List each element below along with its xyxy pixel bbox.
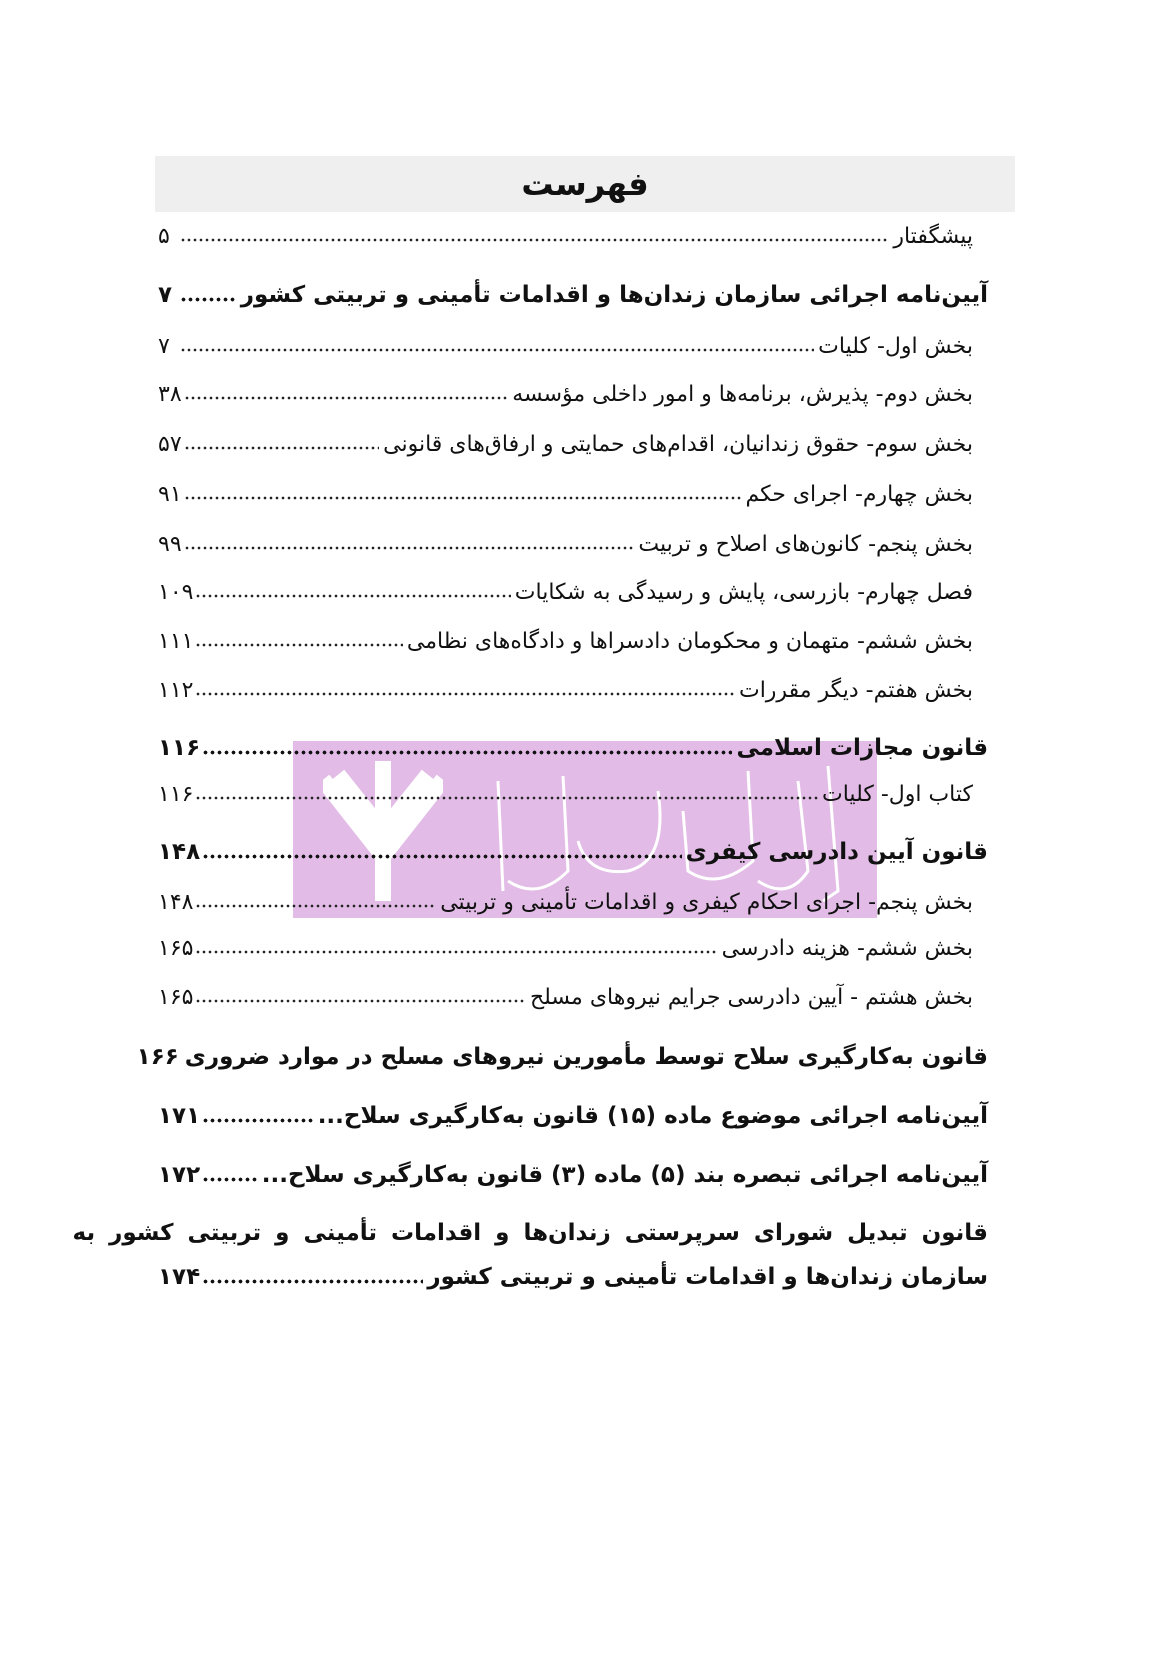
toc-title: فهرست bbox=[521, 165, 649, 203]
toc-entry-text: کتاب اول- کلیات bbox=[822, 781, 973, 807]
toc-entry-text: بخش ششم- متهمان و محکومان دادسراها و دادگاه‌های نظامی bbox=[406, 628, 973, 654]
toc-page-number: ۱۶۶ bbox=[136, 1044, 179, 1070]
toc-page-number: ۱۱۶ bbox=[158, 735, 201, 761]
toc-entry-text: قانون مجازات اسلامی bbox=[736, 735, 988, 761]
toc-entry bbox=[158, 928, 973, 968]
toc-entry-text: بخش پنجم- اجرای احکام کیفری و اقدامات تأمینی و تربیتی bbox=[440, 889, 973, 915]
toc-entry bbox=[158, 882, 973, 922]
toc-page-number: ۱۶۵ bbox=[158, 984, 194, 1010]
dot-leader bbox=[195, 594, 510, 598]
toc-page-number: ۷ bbox=[158, 282, 173, 308]
toc-entry bbox=[158, 216, 973, 256]
toc-entry-text: بخش دوم- پذیرش، برنامه‌ها و امور داخلی مؤسسه bbox=[512, 381, 973, 407]
toc-entry-text: بخش ششم- هزینه دادرسی bbox=[721, 935, 973, 961]
toc-page-number: ۱۷۲ bbox=[158, 1162, 201, 1188]
toc-header bbox=[155, 156, 1015, 212]
toc-page-number: ۱۴۸ bbox=[158, 839, 201, 865]
dot-leader bbox=[195, 796, 818, 800]
toc-entry-text: سازمان زندان‌ها و اقدامات تأمینی و تربیتی کشور bbox=[427, 1264, 988, 1290]
toc-entry-last-line2 bbox=[158, 1257, 988, 1297]
dot-leader bbox=[202, 1177, 258, 1182]
toc-entry bbox=[136, 1037, 988, 1077]
toc-entry bbox=[158, 774, 973, 814]
toc-entry-text: بخش اول- کلیات bbox=[818, 333, 973, 359]
toc-entry-text: بخش سوم- حقوق زندانیان، اقدام‌های حمایتی و ارفاق‌های قانونی bbox=[383, 431, 973, 457]
toc-entry-text: آیین‌نامه اجرائی تبصره بند (۵) ماده (۳) قانون به‌کارگیری سلاح... bbox=[261, 1162, 988, 1188]
toc-entry-text: آیین‌نامه اجرائی موضوع ماده (۱۵) قانون به‌کارگیری سلاح... bbox=[317, 1103, 988, 1129]
toc-entry bbox=[158, 1096, 988, 1136]
toc-page-number: ۵ bbox=[158, 223, 170, 249]
dot-leader bbox=[195, 950, 717, 954]
dot-leader bbox=[195, 692, 735, 696]
toc-entry-text: بخش چهارم- اجرای حکم bbox=[745, 481, 973, 507]
toc-entry bbox=[158, 474, 973, 514]
toc-entry-text: پیشگفتار bbox=[893, 223, 973, 249]
toc-page-number: ۱۷۴ bbox=[158, 1264, 201, 1290]
toc-entry bbox=[158, 326, 973, 366]
toc-page-number: ۹۱ bbox=[158, 481, 182, 507]
dot-leader bbox=[202, 854, 682, 859]
toc-entry bbox=[158, 832, 988, 872]
dot-leader bbox=[184, 446, 379, 450]
toc-entry bbox=[158, 424, 973, 464]
toc-page-number: ۱۰۹ bbox=[158, 579, 194, 605]
toc-page-number: ۷ bbox=[158, 333, 170, 359]
toc-page-number: ۱۱۱ bbox=[158, 628, 194, 654]
dot-leader bbox=[180, 348, 814, 352]
dot-leader bbox=[195, 643, 402, 647]
toc-page-number: ۱۱۲ bbox=[158, 677, 194, 703]
toc-entry bbox=[158, 524, 973, 564]
dot-leader bbox=[195, 904, 436, 908]
toc-entry bbox=[158, 670, 973, 710]
toc-entry bbox=[158, 728, 988, 768]
toc-entry bbox=[158, 275, 988, 315]
toc-entry bbox=[158, 374, 973, 414]
toc-page-number: ۱۷۱ bbox=[158, 1103, 201, 1129]
toc-page-number: ۱۱۶ bbox=[158, 781, 194, 807]
toc-page-number: ۵۷ bbox=[158, 431, 182, 457]
toc-entry-text: بخش هفتم- دیگر مقررات bbox=[738, 677, 973, 703]
toc-entry-text: آیین‌نامه اجرائی سازمان زندان‌ها و اقدامات تأمینی و تربیتی کشور bbox=[240, 282, 988, 308]
dot-leader bbox=[184, 546, 635, 550]
toc-entry-text: قانون آیین دادرسی کیفری bbox=[685, 839, 988, 865]
toc-page-number: ۹۹ bbox=[158, 531, 182, 557]
toc-entry-text: فصل چهارم- بازرسی، پایش و رسیدگی به شکایات bbox=[514, 579, 973, 605]
toc-page-number: ۱۶۵ bbox=[158, 935, 194, 961]
toc-page-number: ۱۴۸ bbox=[158, 889, 194, 915]
dot-leader bbox=[202, 1279, 423, 1284]
toc-entry bbox=[158, 572, 973, 612]
toc-entry-text: قانون تبدیل شورای سرپرستی زندان‌ها و اقدامات تأمینی و تربیتی کشور به bbox=[72, 1220, 988, 1246]
toc-page-number: ۳۸ bbox=[158, 381, 182, 407]
dot-leader bbox=[184, 496, 742, 500]
toc-entry bbox=[158, 621, 973, 661]
dot-leader bbox=[180, 297, 237, 302]
dot-leader bbox=[202, 1118, 314, 1123]
dot-leader bbox=[184, 396, 509, 400]
toc-entry bbox=[158, 1155, 988, 1195]
toc-entry-text: قانون به‌کارگیری سلاح توسط مأمورین نیروهای مسلح در موارد ضروری bbox=[184, 1044, 988, 1070]
dot-leader bbox=[202, 750, 732, 755]
toc-entry-last-line1 bbox=[72, 1213, 988, 1253]
dot-leader bbox=[195, 999, 525, 1003]
toc-entry bbox=[158, 977, 973, 1017]
toc-entry-text: بخش هشتم - آیین دادرسی جرایم نیروهای مسلح bbox=[529, 984, 973, 1010]
toc-entry-text: بخش پنجم- کانون‌های اصلاح و تربیت bbox=[638, 531, 973, 557]
dot-leader bbox=[180, 238, 889, 242]
